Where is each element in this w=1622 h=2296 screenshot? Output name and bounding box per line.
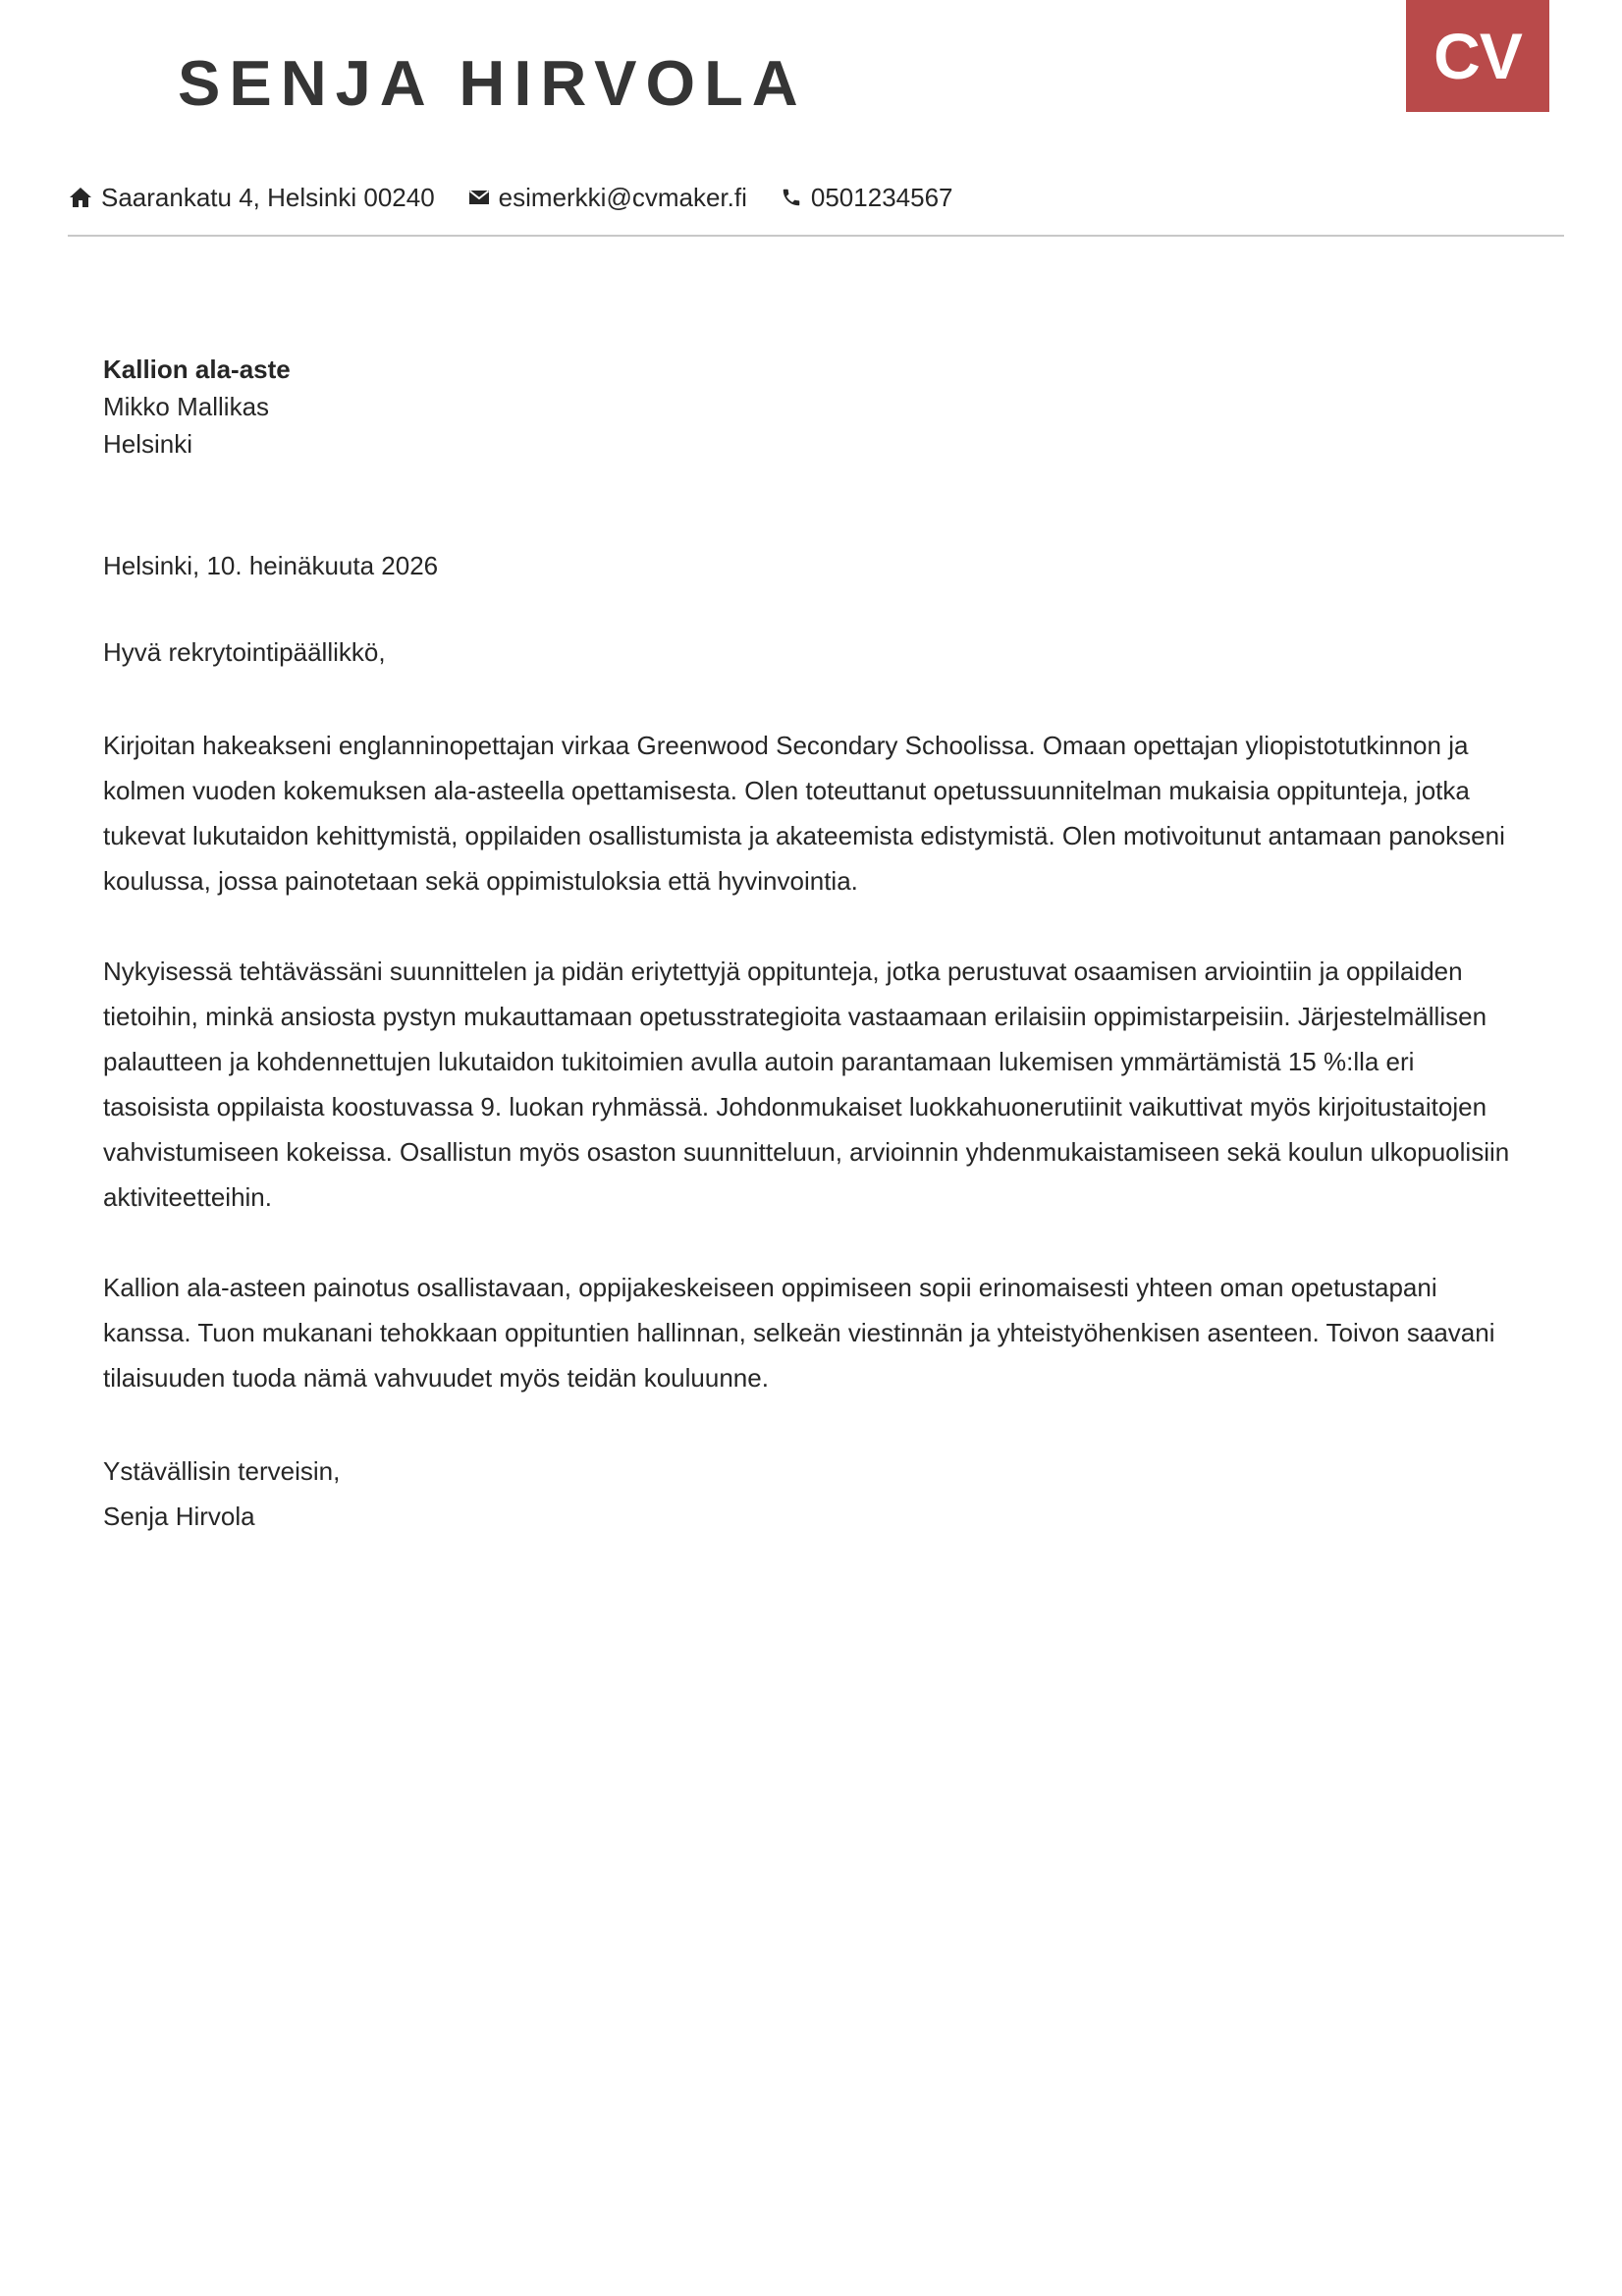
recipient-organization: Kallion ala-aste (103, 355, 291, 384)
phone-text: 0501234567 (810, 182, 953, 212)
body-paragraph: Nykyisessä tehtävässäni suunnittelen ja pidän eriytettyjä oppitunteja, jotka perustuvat osaamisen arviointiin ja oppilaiden tietoihin, minkä ansiosta pystyn mukauttamaan opetusstrategioita vastaamaan erilaisiin oppimistarpeisiin. Järjestelmällisen palautteen ja kohdennettujen lukutaidon tukitoimien avulla autoin parantamaan lukemisen ymmärtämistä 15 %:lla eri tasoisista oppilaista koostuvassa 9. luokan ryhmässä. Johdonmukaiset luokkahuonerutiinit vaikuttivat myös kirjoitustaitojen vahvistumiseen kokeissa. Osallistun myös osaston suunnitteluun, arvioinnin yhdenmukaistamiseen sekä koulun ulkopuolisiin aktiviteetteihin. (103, 957, 1510, 1212)
body-paragraph: Kirjoitan hakeakseni englanninopettajan virkaa Greenwood Secondary Schoolissa. Omaan opettajan yliopistotutkinnon ja kolmen vuoden kokemuksen ala-asteella opettamisesta. Olen toteuttanut opetussuunnitelman mukaisia oppitunteja, jotka tukevat lukutaidon kehittymistä, oppilaiden osallistumista ja akateemista edistymistä. Olen motivoitunut antamaan panokseni koulussa, jossa painotetaan sekä oppimistuloksia että hyvinvointia. (103, 731, 1505, 896)
salutation: Hyvä rekrytointipäällikkö, (103, 637, 386, 667)
contact-phone (781, 183, 953, 213)
body-paragraph: Kallion ala-asteen painotus osallistavaan, oppijakeskeiseen oppimiseen sopii erinomaisesti yhteen oman opetustapani kanssa. Tuon mukanani tehokkaan oppituntien hallinnan, selkeän viestinnän ja yhteistyöhenkisen asenteen. Toivon saavani tilaisuuden tuoda nämä vahvuudet myös teidän kouluunne. (103, 1273, 1495, 1393)
address-text: Saarankatu 4, Helsinki 00240 (101, 182, 435, 212)
phone-icon (781, 187, 802, 208)
closing-block (103, 1449, 1517, 1539)
closing-greeting: Ystävällisin terveisin, (103, 1456, 341, 1486)
cv-badge: CV (1406, 0, 1549, 112)
mail-icon (468, 190, 490, 205)
recipient-block (103, 351, 1517, 463)
contact-info (69, 180, 987, 215)
contact-address (69, 183, 435, 213)
applicant-name: SENJA HIRVOLA (178, 47, 807, 119)
header-divider (68, 235, 1564, 237)
recipient-city: Helsinki (103, 429, 193, 459)
home-icon (69, 187, 92, 208)
letter-body (103, 723, 1517, 1446)
recipient-person: Mikko Mallikas (103, 392, 270, 421)
letter-date: Helsinki, 10. heinäkuuta 2026 (103, 551, 439, 580)
email-text: esimerkki@cvmaker.fi (498, 182, 747, 212)
signature: Senja Hirvola (103, 1502, 255, 1531)
contact-email (468, 183, 747, 213)
